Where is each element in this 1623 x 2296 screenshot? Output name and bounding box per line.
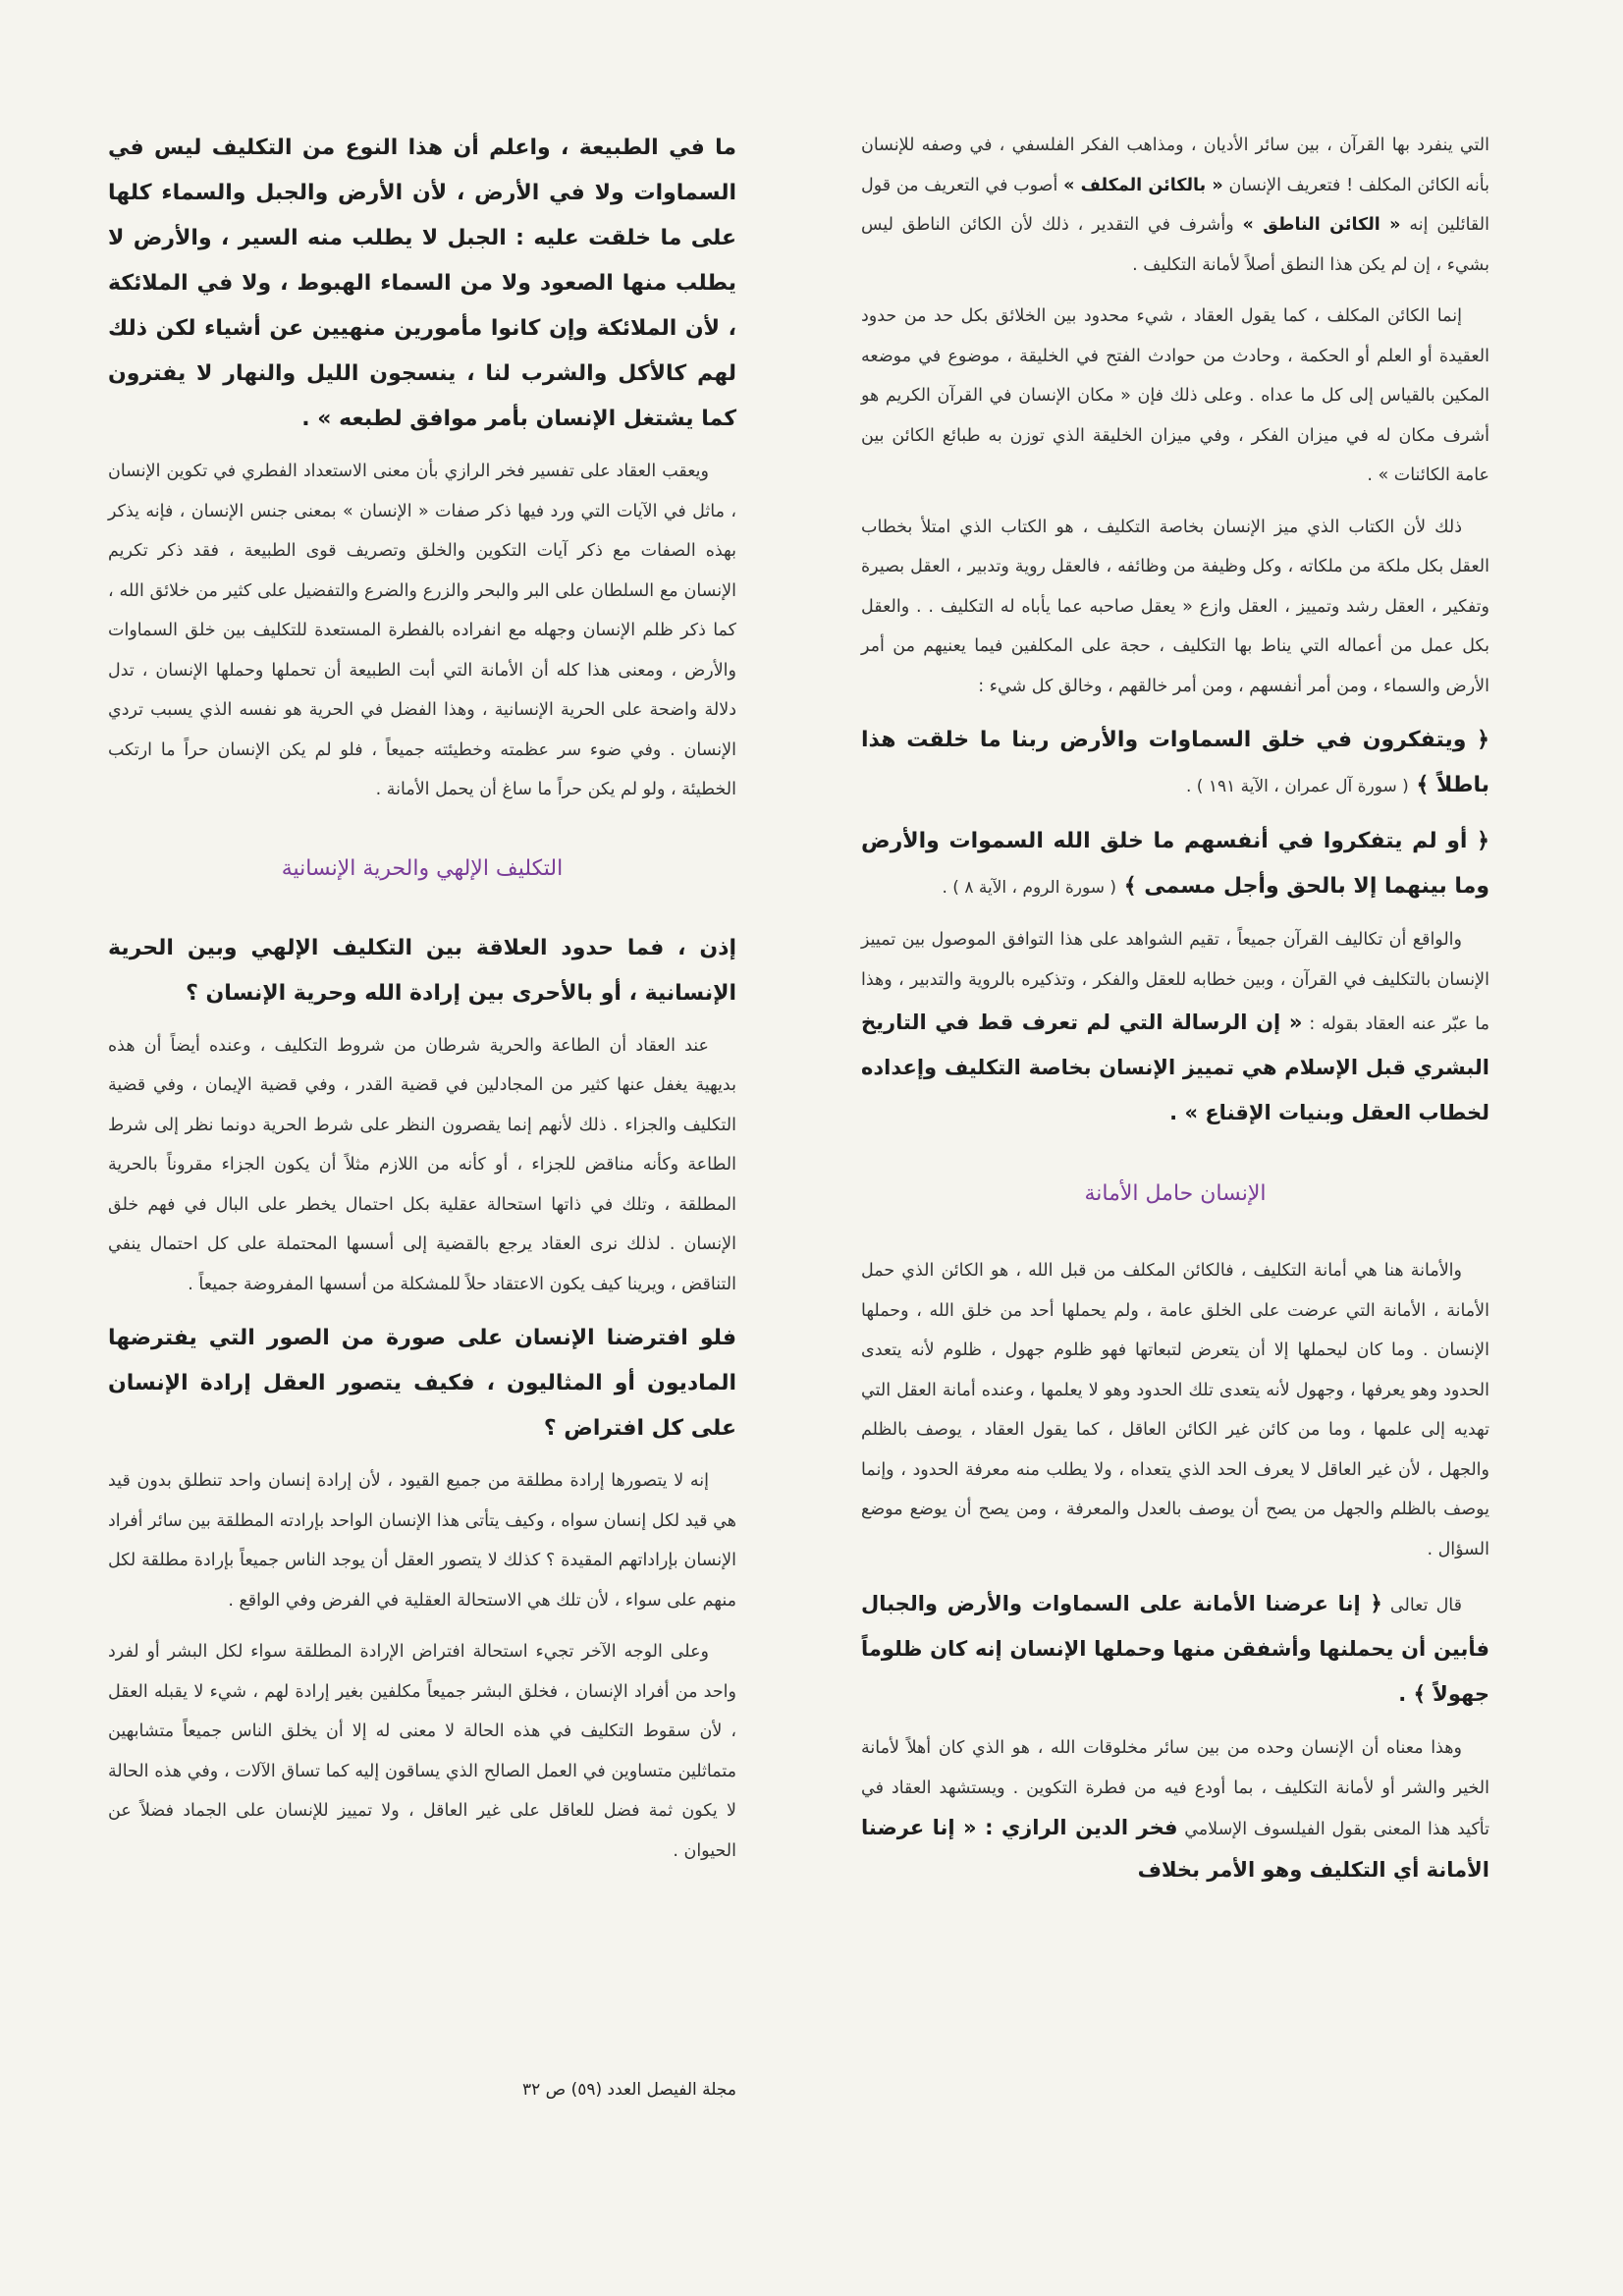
verse-reference: ( سورة آل عمران ، الآية ١٩١ ) . — [1185, 777, 1409, 796]
section-heading: التكليف الإلهي والحرية الإنسانية — [281, 855, 564, 881]
paragraph — [861, 920, 1489, 1135]
paragraph: ذلك لأن الكتاب الذي ميز الإنسان بخاصة التكليف ، هو الكتاب الذي امتلأ بخطاب العقل بكل ملكة من ملكاته ، وكل وظيفة من وظائفه ، فالعقل روية وتدبير ، العقل بصيرة وتفكير ، العقل رشد وتمييز ، العقل وازع « يعقل صاحبه عما يأباه له التكليف . . والعقل بكل عمل من أعماله التي يناط بها التكليف ، حجة على المكلفين فيما يعنيهم من أمر الأرض والسماء ، ومن أمر أنفسهم ، ومن أمر خالقهم ، وخالق كل شيء : — [861, 517, 1489, 696]
bold-phrase: « بالكائن المكلف » — [1063, 175, 1223, 195]
paragraph: وعلى الوجه الآخر تجيء استحالة افتراض الإرادة المطلقة سواء لكل البشر أو لفرد واحد من أفراد الإنسان ، فخلق البشر جميعاً مكلفين بغير إرادة لهم ، شيء لا يقبله العقل ، لأن سقوط التكليف في هذه الحالة لا معنى له إلا أن يخلق الناس جميعاً متشابهين متماثلين متساوين في العمل الصالح الذي يساقون إليه كما تساق الآلات ، وفي هذه الحالة لا يكون ثمة فضل للعاقل على غير العاقل ، ولا تمييز للإنسان على الجماد فضلاً عن الحيوان . — [108, 1642, 736, 1861]
bold-quote: « إن الرسالة التي لم تعرف قط في التاريخ البشري قبل الإسلام هي تمييز الإنسان بخاصة التكليف وإعداده لخطاب العقل وبنيات الإقناع » . — [861, 1011, 1489, 1124]
verse-text: ﴿ ويتفكرون في خلق السماوات والأرض ربنا ما خلقت هذا باطلاً ﴾ — [861, 728, 1489, 797]
page-footer: مجلة الفيصل العدد (٥٩) ص ٣٢ — [521, 2080, 736, 2100]
right-column — [861, 126, 1489, 1903]
bold-quote: فخر الدين الرازي : « إنا عرضنا الأمانة أي التكليف وهو الأمر بخلاف — [861, 1816, 1489, 1882]
bold-question: فلو افترضنا الإنسان على صورة من الصور التي يفترضها الماديون أو المثاليون ، فكيف يتصور العقل إرادة الإنسان على كل افتراض ؟ — [108, 1326, 736, 1441]
quran-verse: ﴿ إنا عرضنا الأمانة على السماوات والأرض والجبال فأبين أن يحملنها وأشفقن منها وحملها الإنسان إنه كان ظلوماً جهولاً ﴾ . — [861, 1592, 1489, 1706]
verse-reference: ( سورة الروم ، الآية ٨ ) . — [942, 878, 1117, 898]
paragraph: ويعقب العقاد على تفسير فخر الرازي بأن معنى الاستعداد الفطري في تكوين الإنسان ، ماثل في الآيات التي ورد فيها ذكر صفات « الإنسان » بمعنى جنس الإنسان ، فإنه يذكر بهذه الصفات مع ذكر آيات التكوين والخلق وتصريف قوى الطبيعة ، فقد ذكر تكريم الإنسان مع السلطان على البر والبحر والزرع والضرع والتفضيل على كثير من خلائق الله ، كما ذكر ظلم الإنسان وجهله مع انفراده بالفطرة المستعدة للتكليف بين خلق السماوات والأرض ، ومعنى هذا كله أن الأمانة التي أبت الطبيعة أن تحملها وحملها الإنسان ، تدل دلالة واضحة على الحرية الإنسانية ، وهذا الفضل في الحرية هو نفسه الذي يسبب تردي الإنسان . وفي ضوء سر عظمته وخطيئته جميعاً ، فلو لم يكن الإنسان حراً ما ارتكب الخطيئة ، ولو لم يكن حراً ما ساغ أن يحمل الأمانة . — [108, 462, 736, 799]
verse-text: ﴿ أو لم يتفكروا في أنفسهم ما خلق الله السموات والأرض وما بينهما إلا بالحق وأجل مسمى ﴾ — [861, 829, 1489, 899]
text: وهذا معناه أن الإنسان وحده من بين سائر مخلوقات الله ، هو الذي كان أهلاً لأمانة الخير والشر أو لأمانة التكليف ، بما أودع فيه من فطرة التكوين . ويستشهد العقاد في تأكيد هذا المعنى بقول الفيلسوف الإسلامي — [861, 1738, 1489, 1839]
bold-phrase: « الكائن الناطق » — [1242, 215, 1401, 235]
bold-quote: ما في الطبيعة ، واعلم أن هذا النوع من التكليف ليس في السماوات ولا في الأرض ، لأن الأرض والجبل والسماء كلها على ما خلقت عليه : الجبل لا يطلب منه السير ، والأرض لا يطلب منها الصعود ولا من السماء الهبوط ، ولا في الملائكة ، لأن الملائكة وإن كانوا مأمورين منهيين عن أشياء لكن ذلك لهم كالأكل والشرب لنا ، ينسجون الليل والنهار لا يفترون كما يشتغل الإنسان بأمر موافق لطبعه » . — [108, 136, 736, 431]
bold-question: إذن ، فما حدود العلاقة بين التكليف الإلهي وبين الحرية الإنسانية ، أو بالأحرى بين إرادة الله وحرية الإنسان ؟ — [108, 935, 736, 1006]
paragraph — [861, 1728, 1489, 1891]
paragraph: إنما الكائن المكلف ، كما يقول العقاد ، شيء محدود بين الخلائق بكل حد من حدود العقيدة أو العلم أو الحكمة ، وحادث من حوادث الفتح في الخليقة ، موضوع في موضعه المكين بالقياس إلى كل ما عداه . وعلى ذلك فإن « مكان الإنسان في القرآن الكريم هو أشرف مكان له في ميزان الفكر ، وفي ميزان الخليقة الذي توزن به طبائع الكائن بين عامة الكائنات » . — [861, 306, 1489, 485]
text: أصوب في التعريف من قول القائلين إنه — [861, 175, 1489, 235]
paragraph — [861, 1581, 1489, 1717]
quran-verse — [861, 718, 1489, 809]
section-heading: الإنسان حامل الأمانة — [1084, 1181, 1267, 1206]
text: والواقع أن تكاليف القرآن جميعاً ، تقيم الشواهد على هذا التوافق الموصول بين تمييز الإنسان بالتكليف في القرآن ، وبين خطابه للعقل والفكر ، وتذكيره بالروية والتدبير ، وهذا ما عبّر عنه العقاد بقوله : — [861, 930, 1489, 1034]
paragraph: والأمانة هنا هي أمانة التكليف ، فالكائن المكلف من قبل الله ، هو الكائن الذي حمل الأمانة ، الأمانة التي عرضت على الخلق عامة ، ولم يحملها أحد من خلق الله ، وحملها الإنسان . وما كان ليحملها إلا أن يتعرض لتبعاتها فهو ظلوم جهول ، ظلوم لأنه يتعدى الحدود وهو يعرفها ، وجهول لأنه يتعدى تلك الحدود وهو لا يعلمها ، وعنده أمانة العقل التي تهديه إلى علمها ، وما من كائن غير الكائن العاقل ، كما يقول العقاد ، يوصف بالظلم والجهل ، لأن غير العاقل لا يعرف الحد الذي يتعداه ، ولا يطلب منه معرفة الحدود ، وإنما يوصف بالظلم والجهل من يصح أن يوصف بالعدل والمعرفة ، ومن يصح أن يوضع موضع السؤال . — [861, 1261, 1489, 1559]
paragraph: إنه لا يتصورها إرادة مطلقة من جميع القيود ، لأن إرادة إنسان واحد تنطلق بدون قيد هي قيد لكل إنسان سواه ، وكيف يتأتى هذا الإنسان الواحد بإرادته المطلقة بين سائر أفراد الإنسان بإراداتهم المقيدة ؟ كذلك لا يتصور العقل أن يوجد الناس جميعاً بإرادة مطلقة لكل منهم على سواء ، لأن تلك هي الاستحالة العقلية في الفرض وفي الواقع . — [108, 1471, 736, 1611]
text: وأشرف في التقدير ، ذلك لأن الكائن الناطق ليس بشيء ، إن لم يكن هذا النطق أصلاً لأمانة التكليف . — [861, 215, 1489, 275]
text: التي ينفرد بها القرآن ، بين سائر الأديان ، ومذاهب الفكر الفلسفي ، في وصفه للإنسان بأنه الكائن المكلف ! فتعريف الإنسان — [861, 136, 1489, 195]
quran-verse — [861, 819, 1489, 910]
paragraph — [861, 126, 1489, 285]
text: قال تعالى — [1389, 1596, 1462, 1615]
paragraph: عند العقاد أن الطاعة والحرية شرطان من شروط التكليف ، وعنده أيضاً أن هذه بديهية يغفل عنها كثير من المجادلين في قضية القدر ، وفي قضية الإيمان ، وفي قضية التكليف والجزاء . ذلك لأنهم إنما يقصرون النظر على شرط الحرية دونما نظر إلى شرط الطاعة وكأنه مناقض للجزاء ، أو كأنه من اللازم مثلاً أن يكون الجزاء مقروناً بالحرية المطلقة ، وتلك في ذاتها استحالة عقلية بكل احتمال يخطر على البال في فهم خلق الإنسان . لذلك نرى العقاد يرجع بالقضية إلى أسسها المحتملة على كل احتمال ينفي التناقض ، ويرينا كيف يكون الاعتقاد حلاً للمشكلة من أسسها المفروضة جميعاً . — [108, 1035, 736, 1294]
left-column — [108, 126, 736, 1883]
